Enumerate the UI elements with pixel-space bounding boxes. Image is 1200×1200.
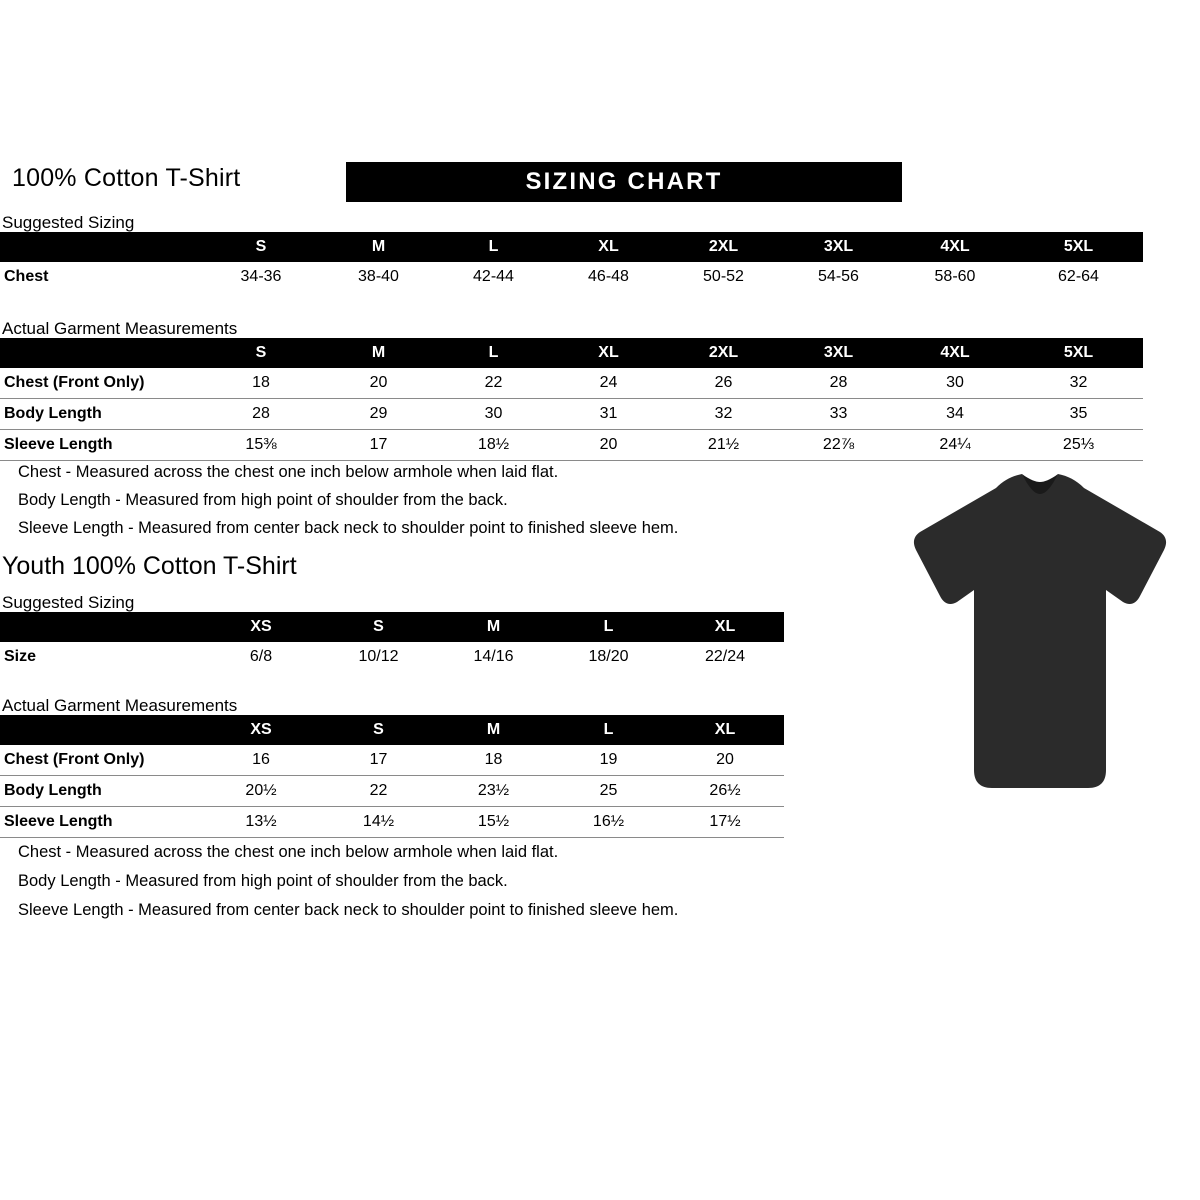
row-label: Sleeve Length	[0, 807, 201, 838]
table-corner-cell	[0, 338, 201, 368]
table-cell: 30	[436, 399, 551, 430]
table-row	[0, 368, 1143, 399]
column-header-3xl: 3XL	[781, 232, 896, 262]
column-header-xl: XL	[666, 612, 784, 642]
table-cell: 62-64	[1058, 268, 1099, 285]
column-header-5xl: 5XL	[1014, 232, 1143, 262]
column-header-s: S	[321, 715, 436, 745]
table-cell: 42-44	[473, 268, 514, 285]
table-cell: 25	[551, 776, 666, 807]
row-label: Chest (Front Only)	[0, 745, 201, 776]
column-header-xl: XL	[551, 232, 666, 262]
adult-actual-table	[0, 338, 1143, 461]
table-cell: 22/24	[704, 648, 746, 665]
adult-note-chest: Chest - Measured across the chest one inch below armhole when laid flat.	[18, 463, 559, 481]
table-cell: 6/8	[249, 648, 273, 665]
adult-suggested-label: Suggested Sizing	[2, 213, 135, 232]
column-header-3xl: 3XL	[781, 338, 896, 368]
table-cell: 32	[1014, 368, 1143, 399]
column-header-4xl: 4XL	[896, 232, 1014, 262]
column-header-s: S	[321, 612, 436, 642]
row-label: Sleeve Length	[0, 430, 201, 461]
column-header-l: L	[551, 715, 666, 745]
table-cell: 38-40	[358, 268, 399, 285]
column-header-2xl: 2XL	[666, 338, 781, 368]
table-cell: 18/20	[588, 648, 629, 665]
table-cell: 22	[321, 776, 436, 807]
table-cell: 35	[1014, 399, 1143, 430]
column-header-l: L	[436, 338, 551, 368]
row-label: Chest	[4, 268, 49, 285]
table-cell: 23½	[436, 776, 551, 807]
table-cell: 54-56	[818, 268, 859, 285]
tshirt-illustration	[900, 470, 1180, 810]
row-label: Size	[4, 648, 37, 665]
adult-note-body-length: Body Length - Measured from high point of shoulder from the back.	[18, 491, 508, 509]
column-header-s: S	[201, 338, 321, 368]
table-cell: 58-60	[934, 268, 976, 285]
column-header-xl: XL	[551, 338, 666, 368]
table-cell: 50-52	[703, 268, 744, 285]
column-header-m: M	[436, 715, 551, 745]
column-header-4xl: 4XL	[896, 338, 1014, 368]
column-header-xl: XL	[666, 715, 784, 745]
table-cell: 13½	[201, 807, 321, 838]
table-cell: 33	[781, 399, 896, 430]
table-cell: 14½	[321, 807, 436, 838]
table-row	[0, 399, 1143, 430]
adult-actual-label: Actual Garment Measurements	[2, 319, 238, 338]
table-cell: 26½	[666, 776, 784, 807]
column-header-xs: XS	[201, 612, 321, 642]
youth-actual-table	[0, 715, 784, 838]
table-corner-cell	[0, 715, 201, 745]
adult-suggested-table	[0, 232, 1143, 292]
header	[12, 162, 902, 202]
adult-note-sleeve-length: Sleeve Length - Measured from center back neck to shoulder point to finished sleeve hem.	[18, 519, 679, 537]
table-row	[0, 776, 784, 807]
table-cell: 26	[666, 368, 781, 399]
table-cell: 17	[321, 430, 436, 461]
table-cell: 29	[321, 399, 436, 430]
column-header-m: M	[321, 232, 436, 262]
table-cell: 25⅓	[1014, 430, 1143, 461]
youth-note-chest: Chest - Measured across the chest one inch below armhole when laid flat.	[18, 843, 559, 861]
table-cell: 21½	[666, 430, 781, 461]
sizing-chart-banner	[346, 162, 902, 202]
table-row	[0, 745, 784, 776]
table-cell: 34-36	[240, 268, 282, 285]
table-row	[0, 807, 784, 838]
column-header-l: L	[551, 612, 666, 642]
table-cell: 20	[666, 745, 784, 776]
table-cell: 16	[201, 745, 321, 776]
youth-note-sleeve-length: Sleeve Length - Measured from center back neck to shoulder point to finished sleeve hem.	[18, 901, 679, 919]
table-cell: 32	[666, 399, 781, 430]
column-header-5xl: 5XL	[1014, 338, 1143, 368]
table-cell: 17	[321, 745, 436, 776]
table-cell: 22⅞	[781, 430, 896, 461]
youth-suggested-label: Suggested Sizing	[2, 593, 135, 612]
product-title: 100% Cotton T-Shirt	[12, 164, 241, 192]
table-cell: 18	[436, 745, 551, 776]
youth-note-body-length: Body Length - Measured from high point of shoulder from the back.	[18, 872, 508, 890]
sizing-chart-banner-label: SIZING CHART	[525, 168, 723, 195]
row-label: Body Length	[0, 399, 201, 430]
table-cell: 18	[201, 368, 321, 399]
table-cell: 19	[551, 745, 666, 776]
table-cell: 34	[896, 399, 1014, 430]
table-cell: 20½	[201, 776, 321, 807]
table-cell: 28	[781, 368, 896, 399]
table-cell: 15⅜	[201, 430, 321, 461]
table-cell: 20	[551, 430, 666, 461]
table-corner-cell	[0, 612, 201, 642]
column-header-l: L	[436, 232, 551, 262]
table-cell: 16½	[551, 807, 666, 838]
column-header-s: S	[201, 232, 321, 262]
table-header-row	[0, 612, 784, 642]
table-cell: 24¼	[896, 430, 1014, 461]
column-header-m: M	[436, 612, 551, 642]
table-header-row	[0, 715, 784, 745]
table-cell: 46-48	[588, 268, 629, 285]
table-cell: 14/16	[473, 648, 514, 665]
column-header-m: M	[321, 338, 436, 368]
table-cell: 18½	[436, 430, 551, 461]
table-cell: 24	[551, 368, 666, 399]
table-cell: 22	[436, 368, 551, 399]
table-cell: 10/12	[358, 648, 399, 665]
table-row	[0, 262, 1143, 292]
table-header-row	[0, 232, 1143, 262]
youth-actual-label: Actual Garment Measurements	[2, 696, 238, 715]
table-cell: 15½	[436, 807, 551, 838]
table-row	[0, 430, 1143, 461]
youth-title: Youth 100% Cotton T-Shirt	[2, 552, 297, 580]
column-header-xs: XS	[201, 715, 321, 745]
table-corner-cell	[0, 232, 201, 262]
table-cell: 30	[896, 368, 1014, 399]
table-header-row	[0, 338, 1143, 368]
table-row	[0, 642, 784, 672]
table-cell: 17½	[666, 807, 784, 838]
youth-suggested-table	[0, 612, 784, 672]
table-cell: 20	[321, 368, 436, 399]
column-header-2xl: 2XL	[666, 232, 781, 262]
row-label: Body Length	[0, 776, 201, 807]
row-label: Chest (Front Only)	[0, 368, 201, 399]
table-cell: 28	[201, 399, 321, 430]
table-cell: 31	[551, 399, 666, 430]
